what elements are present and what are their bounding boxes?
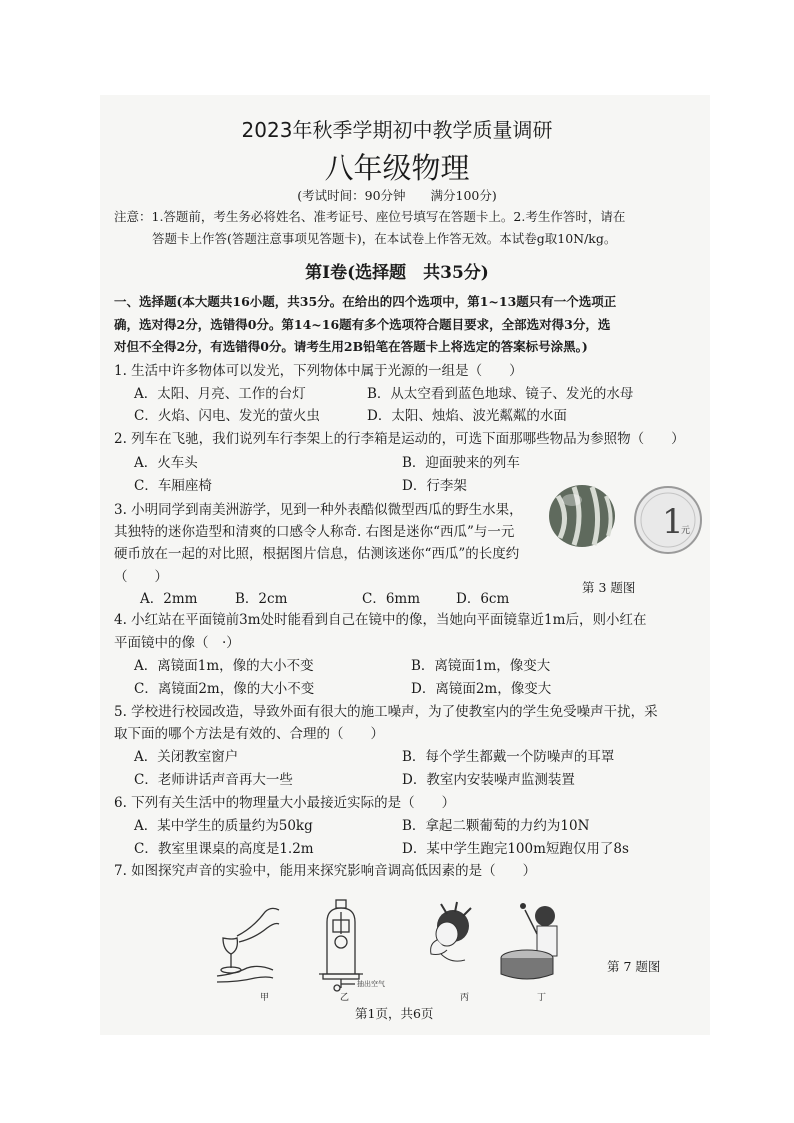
q7-label-ding: 丁 — [537, 993, 547, 1003]
q3-figure — [540, 478, 710, 558]
q2-option-d: D．行李架 — [402, 478, 467, 494]
bell-jar-illustration — [319, 900, 363, 991]
instructions-line-3: 对但不全得2分，有选错得0分。请考生用2B铅笔在答题卡上将选定的答案标号涂黑。) — [114, 339, 588, 354]
q2-option-a: A．火车头 — [134, 455, 198, 471]
q5-option-c: C．老师讲话声音再大一些 — [134, 772, 293, 788]
q4-option-a: A．离镜面1m，像的大小不变 — [134, 658, 314, 674]
q7-label-yi: 乙 — [340, 993, 350, 1003]
q4-option-c: C．离镜面2m，像的大小不变 — [134, 681, 315, 697]
q2-option-b: B．迎面驶来的列车 — [402, 455, 520, 471]
instructions-line-2: 确，选对得2分，选错得0分。第14~16题有多个选项符合题目要求，全部选对得3分，选 — [114, 317, 611, 332]
notice-line-1: 注意：1.答题前，考生务必将姓名、准考证号、座位号填写在答题卡上。2.考生作答时，请在 — [114, 209, 626, 224]
q3-line-1: 3. 小明同学到南美洲游学，见到一种外表酷似微型西瓜的野生水果， — [114, 502, 523, 518]
exam-info: (考试时间：90分钟 满分100分) — [297, 188, 497, 203]
q6-option-b: B．拿起二颗葡萄的力约为10N — [402, 818, 590, 834]
q6-option-c: C．教室里课桌的高度是1.2m — [134, 841, 314, 857]
q6-option-a: A．某中学生的质量约为50kg — [134, 818, 313, 834]
q3-option-c: C．6mm — [362, 591, 421, 607]
q7-label-bing: 丙 — [460, 993, 470, 1003]
q1-option-c: C．火焰、闪电、发光的萤火虫 — [134, 408, 320, 424]
q4-line-2: 平面镜中的像（ ·） — [114, 635, 240, 651]
q7-figure — [215, 898, 585, 994]
q1-option-a: A．太阳、月亮、工作的台灯 — [134, 386, 306, 402]
q6-option-d: D．某中学生跑完100m短跑仅用了8s — [402, 841, 629, 857]
girl-voice-illustration — [431, 902, 471, 961]
q7-stem: 7. 如图探究声音的实验中，能用来探究影响音调高低因素的是（ ） — [114, 863, 537, 879]
q4-option-d: D．离镜面2m，像变大 — [411, 681, 552, 697]
q6-stem: 6. 下列有关生活中的物理量大小最接近实际的是（ ） — [114, 795, 456, 811]
one-yuan-coin-image — [635, 487, 701, 553]
q4-option-b: B．离镜面1m，像变大 — [411, 658, 551, 674]
q7-label-jia: 甲 — [260, 993, 270, 1003]
q1-option-b: B．从太空看到蓝色地球、镜子、发光的水母 — [367, 386, 634, 402]
q3-option-b: B．2cm — [235, 591, 288, 607]
q5-line-2: 取下面的哪个方法是有效的、合理的（ ） — [114, 726, 384, 742]
q3-option-a: A．2mm — [140, 591, 198, 607]
q1-option-d: D．太阳、烛焰、波光粼粼的水面 — [367, 408, 567, 424]
q4-line-1: 4. 小红站在平面镜前3m处时能看到自己在镜中的像，当她向平面镜靠近1m后，则小红在 — [114, 612, 647, 628]
page-number: 第1页，共6页 — [355, 1006, 434, 1021]
q3-answer-paren: （ ） — [114, 569, 168, 585]
q7-figure-caption: 第 7 题图 — [607, 959, 661, 974]
section-title: 第Ⅰ卷(选择题 共35分) — [305, 263, 489, 283]
exam-title: 2023年秋季学期初中教学质量调研 — [241, 118, 553, 142]
q5-option-a: A．关闭教室窗户 — [134, 749, 239, 765]
q3-figure-caption: 第 3 题图 — [582, 580, 636, 595]
exam-subject: 八年级物理 — [324, 151, 470, 185]
pump-label: 抽出空气 — [357, 980, 385, 988]
q3-option-d: D．6cm — [456, 591, 510, 607]
q1-stem: 1. 生活中许多物体可以发光，下列物体中属于光源的一组是（ ） — [114, 363, 523, 379]
q2-stem: 2. 列车在飞驰，我们说列车行李架上的行李箱是运动的，可选下面那哪些物品为参照物（ ） — [114, 431, 685, 447]
notice-line-2: 答题卡上作答(答题注意事项见答题卡)，在本试卷上作答无效。本试卷g取10N/kg。 — [152, 231, 617, 246]
q2-option-c: C．车厢座椅 — [134, 478, 212, 494]
mini-watermelon-image — [549, 485, 615, 547]
drum-child-illustration — [501, 903, 557, 979]
coin-digit: 1 — [662, 502, 684, 542]
q5-line-1: 5. 学校进行校园改造，导致外面有很大的施工噪声，为了使教室内的学生免受噪声干扰，采 — [114, 704, 658, 720]
q5-option-d: D．教室内安装噪声监测装置 — [402, 772, 575, 788]
q3-line-3: 硬币放在一起的对比照，根据图片信息，估测该迷你“西瓜”的长度约 — [114, 546, 520, 562]
q3-line-2: 其独特的迷你造型和清爽的口感令人称奇. 右图是迷你“西瓜”与一元 — [114, 524, 515, 540]
wine-glass-hand-illustration — [217, 908, 279, 982]
q5-option-b: B．每个学生都戴一个防噪声的耳罩 — [402, 749, 615, 765]
instructions-line-1: 一、选择题(本大题共16小题，共35分。在给出的四个选项中，第1~13题只有一个选项正 — [114, 294, 617, 309]
coin-unit: 元 — [681, 526, 691, 536]
